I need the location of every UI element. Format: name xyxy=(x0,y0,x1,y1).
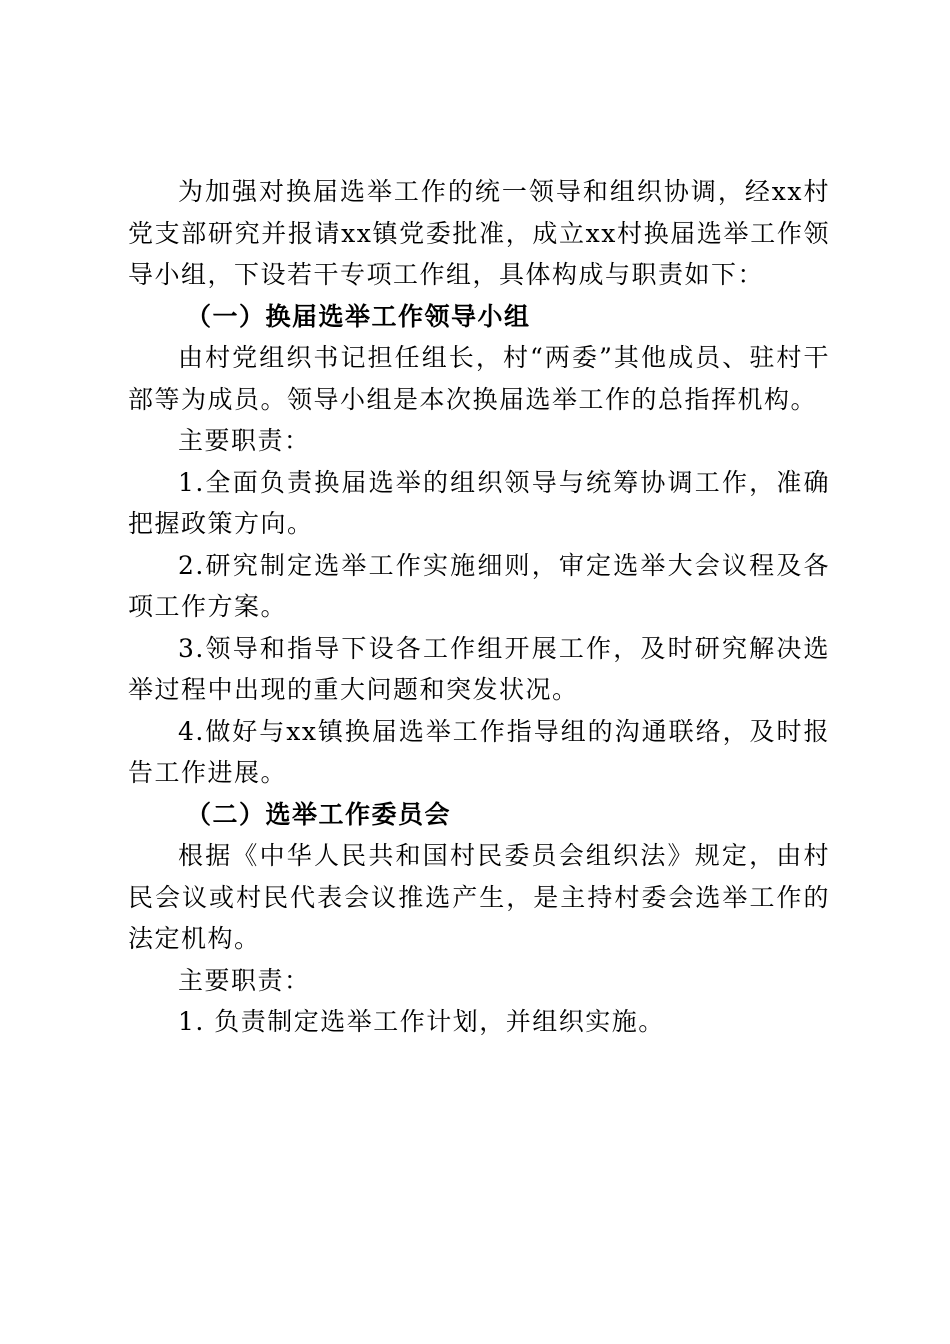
election-committee-basis: 根据《中华人民共和国村民委员会组织法》规定，由村民会议或村民代表会议推选产生，是主持村委会选举工作的法定机构。 xyxy=(128,841,830,953)
main-duties-label-2: 主要职责： xyxy=(178,965,311,995)
section-heading-election-committee: （二）选举工作委员会 xyxy=(186,799,452,829)
document-body xyxy=(128,171,830,1043)
duty-item-3: 3.领导和指导下设各工作组开展工作，及时研究解决选举过程中出现的重大问题和突发状况。 xyxy=(128,633,830,704)
duty-item-4: 4.做好与xx镇换届选举工作指导组的沟通联络，及时报告工作进展。 xyxy=(128,716,830,787)
section-heading-leading-group: （一）换届选举工作领导小组 xyxy=(186,301,531,331)
committee-duty-item-1: 1. 负责制定选举工作计划，并组织实施。 xyxy=(178,1007,665,1036)
duty-item-2: 2.研究制定选举工作实施细则，审定选举大会议程及各项工作方案。 xyxy=(128,550,830,621)
duty-item-1: 1.全面负责换届选举的组织领导与统筹协调工作，准确把握政策方向。 xyxy=(128,467,830,538)
main-duties-label: 主要职责： xyxy=(178,426,311,455)
intro-paragraph: 为加强对换届选举工作的统一领导和组织协调，经xx村党支部研究并报请xx镇党委批准，成立xx村换届选举工作领导小组，下设若干专项工作组，具体构成与职责如下： xyxy=(128,177,830,289)
leading-group-composition: 由村党组织书记担任组长，村“两委”其他成员、驻村干部等为成员。领导小组是本次换届选举工作的总指挥机构。 xyxy=(128,343,830,414)
